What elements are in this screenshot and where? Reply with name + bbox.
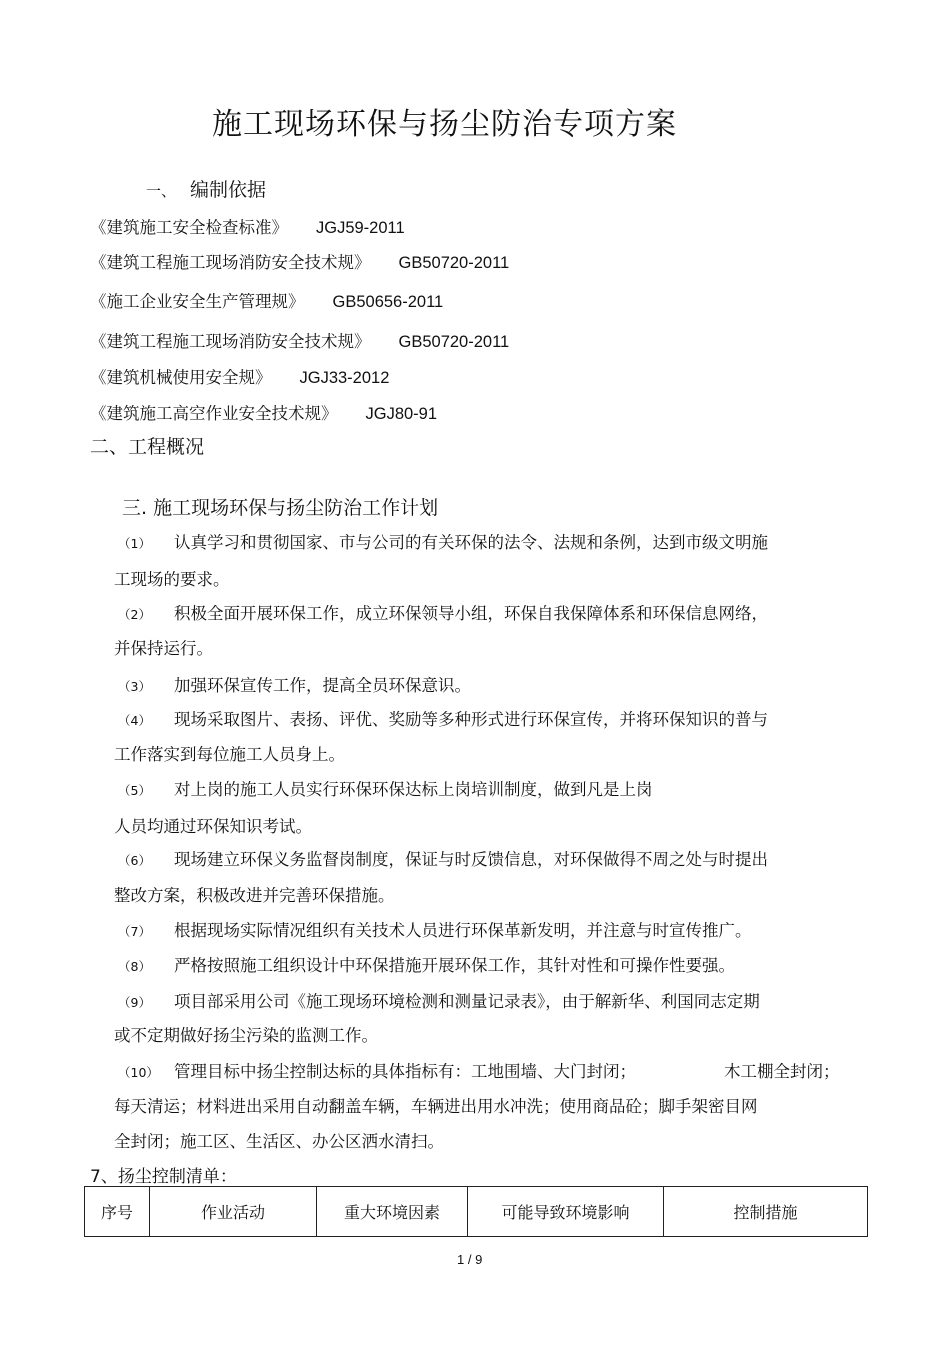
item-text: 加强环保宣传工作，提高全员环保意识。 <box>174 676 471 695</box>
section-1-heading <box>146 175 266 202</box>
reference-line <box>90 400 437 424</box>
item-number: （9） <box>118 995 151 1010</box>
reference-line <box>90 214 405 238</box>
reference-name: 《建筑工程施工现场消防安全技术规》 <box>90 332 371 351</box>
reference-name: 《建筑工程施工现场消防安全技术规》 <box>90 253 371 272</box>
plan-item <box>118 529 768 553</box>
plan-item <box>118 917 752 941</box>
plan-item <box>118 776 653 800</box>
table-header-cell: 重大环境因素 <box>317 1187 468 1237</box>
section-3-heading: 三. 施工现场环保与扬尘防治工作计划 <box>122 497 439 519</box>
document-title: 施工现场环保与扬尘防治专项方案 <box>212 107 677 142</box>
table-header-row <box>85 1187 868 1237</box>
table-header-cell: 控制措施 <box>664 1187 868 1237</box>
item-text: 管理目标中扬尘控制达标的具体指标有：工地围墙、大门封闭； <box>174 1062 636 1081</box>
reference-code: JGJ80-91 <box>365 405 438 423</box>
reference-line <box>90 288 443 312</box>
reference-line <box>90 328 509 352</box>
item-text: 严格按照施工组织设计中环保措施开展环保工作，其针对性和可操作性要强。 <box>174 956 735 975</box>
item-text: 对上岗的施工人员实行环保环保达标上岗培训制度，做到凡是上岗 <box>174 780 653 799</box>
plan-item <box>118 1058 636 1082</box>
item-number: （2） <box>118 607 151 622</box>
item-text: 积极全面开展环保工作，成立环保领导小组，环保自我保障体系和环保信息网络， <box>174 604 768 623</box>
item-text-right: 木工棚全封闭； <box>724 1062 840 1081</box>
reference-code: GB50720-2011 <box>398 254 510 272</box>
section-1-number: 一、 <box>146 182 177 200</box>
reference-code: GB50720-2011 <box>398 333 510 351</box>
item-text: 认真学习和贯彻国家、市与公司的有关环保的法令、法规和条例，达到市级文明施 <box>174 533 768 552</box>
reference-name: 《建筑机械使用安全规》 <box>90 368 272 387</box>
table-header-cell: 作业活动 <box>150 1187 317 1237</box>
item-text: 项目部采用公司《施工现场环境检测和测量记录表》，由于解新华、利国同志定期 <box>174 992 760 1011</box>
table-header-cell: 可能导致环境影响 <box>468 1187 664 1237</box>
item-number: （1） <box>118 536 151 551</box>
item-continuation: 全封闭；施工区、生活区、办公区洒水清扫。 <box>114 1132 444 1151</box>
reference-code: JGJ59-2011 <box>316 219 405 237</box>
item-continuation: 工现场的要求。 <box>114 570 230 589</box>
page-number: 1 / 9 <box>457 1252 483 1267</box>
plan-item <box>118 600 768 624</box>
item-text: 现场建立环保义务监督岗制度，保证与时反馈信息，对环保做得不周之处与时提出 <box>174 850 768 869</box>
item-continuation: 或不定期做好扬尘污染的监测工作。 <box>114 1026 378 1045</box>
reference-line <box>90 249 509 273</box>
item-continuation: 并保持运行。 <box>114 639 213 658</box>
reference-name: 《施工企业安全生产管理规》 <box>90 292 305 311</box>
reference-line <box>90 364 389 388</box>
reference-code: JGJ33-2012 <box>299 369 390 387</box>
item-number: （5） <box>118 783 151 798</box>
item-continuation: 人员均通过环保知识考试。 <box>114 817 312 836</box>
table-header-cell: 序号 <box>85 1187 150 1237</box>
reference-code: GB50656-2011 <box>332 293 444 311</box>
section-1-title: 编制依据 <box>190 179 267 201</box>
plan-item <box>118 846 768 870</box>
item-continuation: 整改方案，积极改进并完善环保措施。 <box>114 886 395 905</box>
reference-name: 《建筑施工高空作业安全技术规》 <box>90 404 338 423</box>
plan-item <box>118 988 760 1012</box>
section-7-heading: 7、扬尘控制清单： <box>90 1167 237 1187</box>
section-2-heading: 二、工程概况 <box>90 436 205 458</box>
plan-item <box>118 952 735 976</box>
item-number: （3） <box>118 679 151 694</box>
item-number: （4） <box>118 713 151 728</box>
item-number: （7） <box>118 924 151 939</box>
item-continuation: 每天清运；材料进出采用自动翻盖车辆，车辆进出用水冲洗；使用商品砼；脚手架密目网 <box>114 1097 758 1116</box>
item-text: 根据现场实际情况组织有关技术人员进行环保革新发明，并注意与时宣传推广。 <box>174 921 752 940</box>
dust-control-table <box>84 1186 868 1237</box>
item-continuation: 工作落实到每位施工人员身上。 <box>114 745 345 764</box>
item-number: （10） <box>118 1065 159 1080</box>
plan-item <box>118 706 768 730</box>
item-number: （6） <box>118 853 151 868</box>
item-number: （8） <box>118 959 151 974</box>
item-text: 现场采取图片、表扬、评优、奖励等多种形式进行环保宣传，并将环保知识的普与 <box>174 710 768 729</box>
reference-name: 《建筑施工安全检查标准》 <box>90 218 288 237</box>
plan-item <box>118 672 471 696</box>
